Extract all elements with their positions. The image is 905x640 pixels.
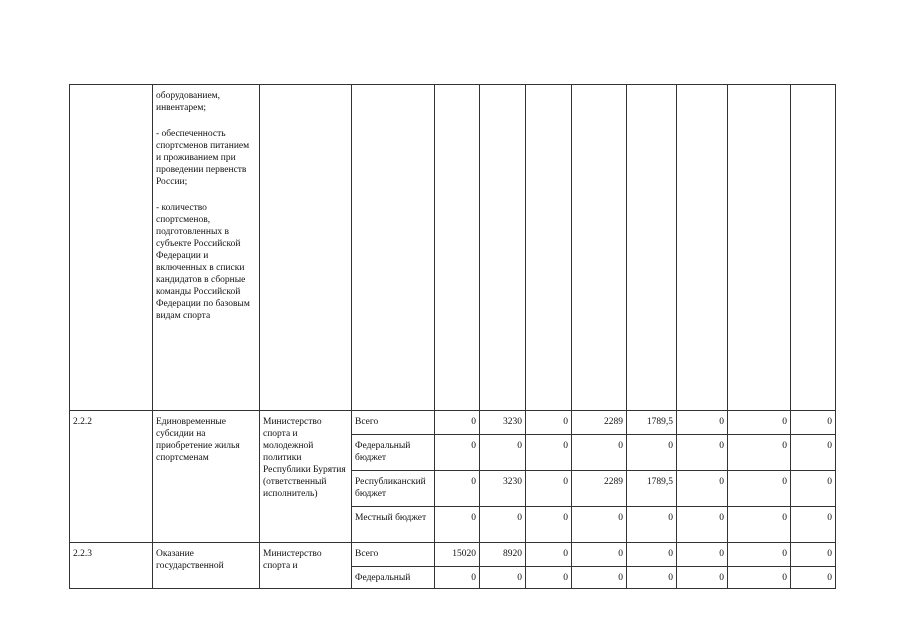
cell-empty: [728, 85, 791, 411]
indicator-text: - количество спортсменов, подготовленных в субъекте Российской Федерации и включенных в списки кандидатов в сборные команды Российской Федерации по базовым видам спорта: [156, 203, 250, 321]
cell-value: 0: [435, 471, 480, 507]
cell-value: 0: [728, 567, 791, 589]
cell-empty: [260, 85, 352, 411]
cell-value: 0: [526, 507, 572, 543]
cell-value: 0: [677, 507, 728, 543]
cell-value: 1789,5: [627, 471, 677, 507]
table-row: [70, 411, 836, 435]
cell-value: 0: [791, 411, 836, 435]
cell-value: 0: [677, 411, 728, 435]
cell-value: 2289: [572, 411, 627, 435]
cell-value: 0: [791, 543, 836, 567]
cell-value: 0: [526, 471, 572, 507]
cell-value: 0: [526, 543, 572, 567]
cell-value: 8920: [480, 543, 526, 567]
cell-value: 0: [791, 567, 836, 589]
cell-value: 0: [728, 543, 791, 567]
cell-value: 0: [435, 567, 480, 589]
cell-empty: [677, 85, 728, 411]
cell-empty: [435, 85, 480, 411]
indicator-text: - обеспеченность спортсменов питанием и проживанием при проведении первенств России;: [156, 129, 250, 187]
cell-empty: [352, 85, 435, 411]
cell-executor: Министерство спорта и: [260, 543, 352, 589]
cell-value: 0: [627, 435, 677, 471]
cell-value: 0: [480, 435, 526, 471]
cell-value: 0: [677, 567, 728, 589]
cell-source: Республиканский бюджет: [352, 471, 435, 507]
cell-value: 0: [791, 507, 836, 543]
cell-value: 0: [677, 435, 728, 471]
cell-source: Всего: [352, 411, 435, 435]
cell-value: 0: [526, 411, 572, 435]
table-row-continuation: [70, 85, 836, 411]
cell-value: 1789,5: [627, 411, 677, 435]
cell-item-id: 2.2.2: [70, 411, 153, 543]
cell-value: 0: [526, 567, 572, 589]
cell-value: 0: [627, 507, 677, 543]
cell-value: 0: [572, 567, 627, 589]
cell-source: Местный бюджет: [352, 507, 435, 543]
cell-source: Всего: [352, 543, 435, 567]
cell-value: 0: [677, 543, 728, 567]
cell-value: 0: [526, 435, 572, 471]
cell-empty: [480, 85, 526, 411]
cell-value: 0: [627, 567, 677, 589]
cell-value: 3230: [480, 411, 526, 435]
cell-value: 0: [791, 471, 836, 507]
cell-value: 0: [435, 411, 480, 435]
cell-source: Федеральный бюджет: [352, 435, 435, 471]
cell-value: 0: [572, 543, 627, 567]
cell-empty: [627, 85, 677, 411]
cell-indicators: [153, 85, 260, 411]
cell-value: 0: [728, 507, 791, 543]
cell-empty: [791, 85, 836, 411]
cell-item-name: Оказание государственной: [153, 543, 260, 589]
budget-table: [69, 84, 836, 589]
cell-source: Федеральный: [352, 567, 435, 589]
cell-value: 0: [435, 435, 480, 471]
cell-value: 0: [791, 435, 836, 471]
cell-value: 0: [572, 435, 627, 471]
cell-value: 0: [728, 411, 791, 435]
cell-empty: [526, 85, 572, 411]
cell-executor: Министерство спорта и молодежной политики Республики Бурятия (ответственный исполнитель): [260, 411, 352, 543]
cell-value: 0: [480, 567, 526, 589]
cell-empty: [572, 85, 627, 411]
indicator-text: оборудованием, инвентарем;: [156, 91, 221, 113]
cell-value: 15020: [435, 543, 480, 567]
cell-value: 0: [728, 471, 791, 507]
cell-value: 0: [728, 435, 791, 471]
cell-value: 0: [627, 543, 677, 567]
cell-value: 0: [677, 471, 728, 507]
cell-value: 3230: [480, 471, 526, 507]
cell-id-empty: [70, 85, 153, 411]
cell-value: 0: [435, 507, 480, 543]
cell-value: 0: [480, 507, 526, 543]
cell-item-name: Единовременные субсидии на приобретение жилья спортсменам: [153, 411, 260, 543]
cell-value: 2289: [572, 471, 627, 507]
cell-item-id: 2.2.3: [70, 543, 153, 589]
table-row: [70, 543, 836, 567]
cell-value: 0: [572, 507, 627, 543]
